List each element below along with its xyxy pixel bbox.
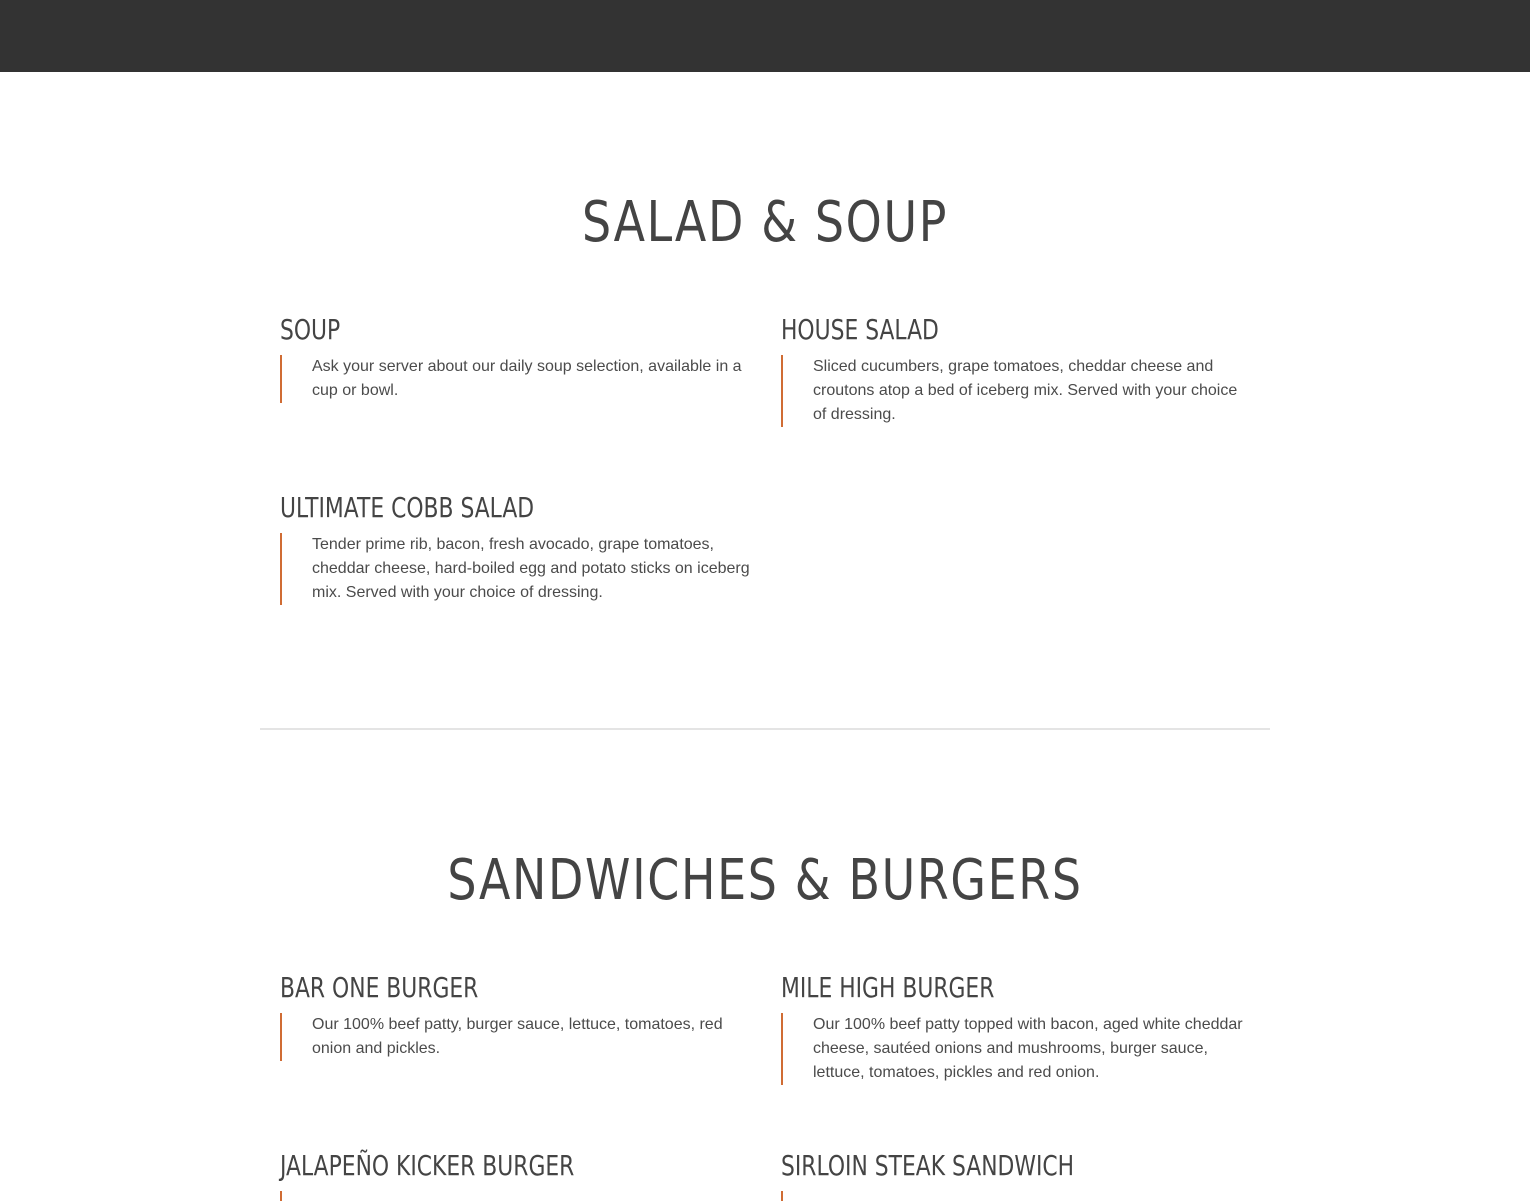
section-title-salad-soup: SALAD & SOUP (581, 190, 949, 255)
top-navigation-bar (0, 0, 1530, 72)
menu-item-name: SOUP (280, 313, 341, 346)
menu-item-name: SIRLOIN STEAK SANDWICH (781, 1149, 1075, 1182)
menu-item-name: BAR ONE BURGER (280, 971, 479, 1004)
menu-item (781, 314, 1251, 427)
menu-item (280, 1150, 750, 1201)
menu-item-description: Our 100% beef patty topped with bacon, aged white cheddar cheese, sautéed onions and mushrooms, burger sauce, lettuce, tomatoes, pickles and red onion. (781, 1013, 1251, 1085)
menu-item (280, 972, 750, 1061)
menu-item-name: ULTIMATE COBB SALAD (280, 491, 535, 524)
menu-item-description: Our 100% beef patty, burger sauce, lettuce, tomatoes, red onion and pickles. (280, 1013, 750, 1061)
menu-item-description: Tender prime rib, bacon, fresh avocado, grape tomatoes, cheddar cheese, hard-boiled egg and potato sticks on iceberg mix. Served with your choice of dressing. (280, 533, 750, 605)
menu-item (781, 1150, 1251, 1201)
menu-item-description: Ask your server about our daily soup selection, available in a cup or bowl. (280, 355, 750, 403)
menu-item-description: Sliced cucumbers, grape tomatoes, cheddar cheese and croutons atop a bed of iceberg mix. Served with your choice of dressing. (781, 355, 1251, 427)
menu-item-name: MILE HIGH BURGER (781, 971, 995, 1004)
menu-item-name: HOUSE SALAD (781, 313, 939, 346)
menu-item-name: JALAPEÑO KICKER BURGER (280, 1149, 575, 1182)
section-divider (260, 728, 1270, 730)
menu-item (781, 972, 1251, 1085)
menu-item (280, 492, 750, 605)
menu-item-description (781, 1191, 1251, 1201)
menu-item-description (280, 1191, 750, 1201)
section-title-sandwiches-burgers: SANDWICHES & BURGERS (447, 848, 1083, 913)
menu-item (280, 314, 750, 403)
